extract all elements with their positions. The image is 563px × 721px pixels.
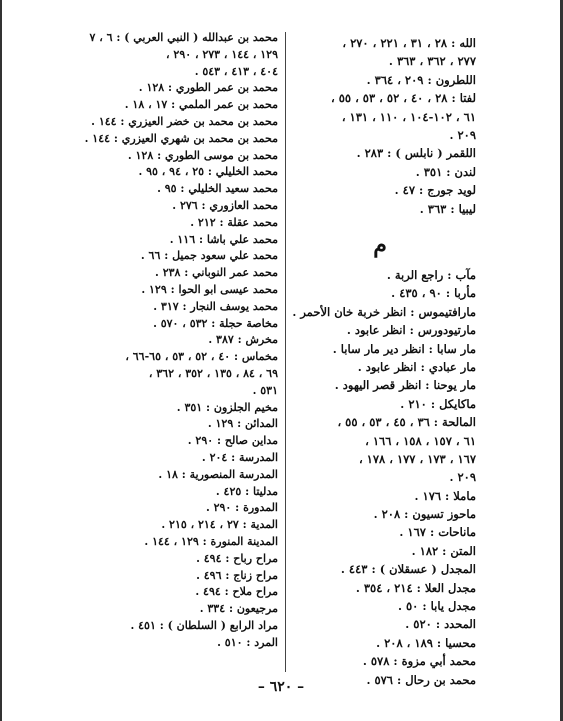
- index-entry: محمد عمر النوباني : ٢٣٨ .: [155, 266, 278, 280]
- index-entry: ٤٠٤ ، ٤١٣ ، ٥٤٣ .: [194, 64, 278, 78]
- left-column: [78, 30, 278, 651]
- index-entry: مأربا : ٩٠ ، ٤٣٥ .: [391, 286, 476, 301]
- index-entry: ٢٠٩ .: [449, 127, 476, 142]
- index-entry: محمد بن محمد بن شهري العيزري : ١٤٤ .: [84, 131, 278, 145]
- index-entry: ١٦٧ ، ١٧٣ ، ١٧٧ ، ١٧٨ ،: [358, 451, 476, 466]
- index-entry: محمد بن محمد بن خضر العيزري : ١٤٤ .: [91, 114, 278, 128]
- index-entry: لفتا : ٢٨ ، ٤٠ ، ٥٢ ، ٥٣ ، ٥٥ ،: [330, 91, 476, 106]
- index-entry: مارافتيموس : انظر خربة خان الأحمر .: [292, 304, 476, 319]
- index-entry: محمد عقلة : ٢١٢ .: [190, 215, 278, 229]
- index-entry: لندن : ٣٥١ .: [415, 164, 476, 179]
- index-entry: ٦١ ، ١٠٢-١٠٤ ، ١١٠ ، ١٣١ ،: [341, 109, 476, 124]
- index-entry: محمد عيسى ابو الحوا : ١٢٩ .: [141, 282, 278, 296]
- index-entry: محمد الخليلي : ٢٥ ، ٩٤ ، ٩٥ .: [138, 165, 278, 179]
- index-entry: ماحوز تسيون : ٢٠٨ .: [373, 507, 476, 522]
- right-column: [292, 34, 476, 218]
- page-number: – ٦٢٠ –: [257, 679, 305, 695]
- index-entry: المجدل ( عسقلان ) : ٤٤٣ .: [340, 562, 476, 577]
- index-entry: محمد علي سعود جميل : ٦٦ .: [140, 249, 278, 263]
- index-entry: محمد أبي مزوة : ٥٧٨ .: [362, 654, 476, 669]
- index-entry: مجدل العلا : ٢١٤ ، ٣٥٤ .: [355, 580, 476, 595]
- index-entry: مجدل يابا : ٥٠ .: [397, 599, 476, 614]
- index-entry: ١٢٩ ، ١٤٤ ، ٢٧٣ ، ٢٩٠ ،: [166, 47, 278, 61]
- index-entry: الله : ٢٨ ، ٣١ ، ٢٢١ ، ٢٧٠ ،: [342, 36, 476, 50]
- right-column-section-m: [292, 266, 476, 689]
- index-entry: المدينة المنورة : ١٢٩ ، ١٤٤ .: [144, 534, 278, 548]
- index-entry: ٢٧٧ ، ٣٦٢ ، ٣٦٣ .: [388, 54, 476, 69]
- index-entry: مراد الرابع ( السلطان ) : ٤٥١ .: [130, 618, 278, 632]
- index-entry: ٥٣١ .: [252, 383, 278, 397]
- index-entry: محمد يوسف النجار : ٣١٧ .: [153, 299, 278, 313]
- index-entry: مراح زناج : ٤٩٦ .: [196, 568, 278, 582]
- index-entry: محمد بن رحال : ٥٧٦ .: [366, 672, 476, 687]
- index-entry: المالحة : ٣٦ ، ٤٥ ، ٥٣ ، ٥٥ ،: [337, 415, 476, 430]
- index-entry: مراح رباح : ٤٩٤ .: [196, 551, 278, 565]
- index-entry: المحدد : ٥٢٠ .: [405, 617, 476, 632]
- index-entry: مخرش : ٣٨٧ .: [208, 333, 278, 347]
- index-entry: مخاصة حجلة : ٥٣٢ ، ٥٧٠ .: [153, 316, 278, 330]
- index-entry: محمد بن موسى الطوري : ١٢٨ .: [127, 148, 278, 162]
- index-entry: مآب : راجع الربة .: [386, 268, 476, 282]
- index-entry: ٦٩ ، ٨٤ ، ١٣٥ ، ٣٥٢ ، ٣٦٢ ،: [148, 366, 278, 380]
- index-entry: مخماس : ٤٠ ، ٥٢ ، ٥٣ ، ٦٥-٦٦ ،: [125, 350, 278, 364]
- section-letter-heading: م: [373, 232, 387, 258]
- index-entry: لويد جورج : ٤٧ .: [394, 183, 476, 198]
- index-entry: اللقمر ( نابلس ) : ٢٨٣ .: [356, 146, 476, 161]
- index-entry: ٦١ ، ١٥٧ ، ١٥٨ ، ١٦٦ ،: [365, 433, 476, 448]
- page-border-left: [0, 0, 2, 721]
- index-entry: مراح ملاح : ٤٩٤ .: [195, 585, 278, 599]
- index-entry: محمد بن عمر الملمي : ١٧ ، ١٨ .: [124, 98, 278, 112]
- index-entry: مرجيعون : ٣٣٤ .: [199, 602, 278, 616]
- index-entry: مار عبادي : انظر عابود .: [357, 359, 476, 374]
- index-entry: مدليتا : ٤٢٥ .: [215, 484, 278, 498]
- index-entry: المرد : ٥١٠ .: [217, 635, 278, 649]
- index-entry: مار سابا : انظر دير مار سابا .: [332, 341, 476, 356]
- index-entry: المدورة : ٢٩٠ .: [205, 501, 278, 515]
- index-entry: مداين صالح : ٢٩٠ .: [187, 434, 278, 448]
- index-entry: محمد سعيد الخليلي : ٩٥ .: [157, 182, 278, 196]
- index-entry: مار يوحنا : انظر قصر اليهود .: [334, 378, 476, 393]
- index-entry: اللطرون : ٢٠٩ ، ٣٦٤ .: [366, 72, 476, 87]
- index-entry: محمد علي باشا : ١١٦ .: [169, 232, 278, 246]
- index-entry: المدية : ٢٧ ، ٢١٤ ، ٢١٥ .: [161, 518, 278, 532]
- index-entry: ماكايكل : ٢١٠ .: [400, 396, 476, 411]
- index-entry: محمد العازوري : ٢٧٦ .: [172, 198, 278, 212]
- index-entry: ماناحات : ١٦٧ .: [399, 525, 476, 540]
- index-entry: المدرسة : ٢٠٤ .: [201, 450, 278, 464]
- index-entry: مخيم الجلزون : ٣٥١ .: [176, 400, 278, 414]
- index-entry: ماملا : ١٧٦ .: [414, 488, 476, 503]
- index-entry: ٢٠٩ .: [449, 470, 476, 485]
- index-entry: ليبيا : ٣٦٣ .: [419, 201, 476, 216]
- index-entry: المدرسة المنصورية : ١٨ .: [158, 467, 278, 481]
- index-entry: محمد بن عمر الطوري : ١٢٨ .: [138, 81, 278, 95]
- index-entry: محسيا : ١٨٩ ، ٢٠٨ .: [376, 635, 476, 650]
- index-entry: المتن : ١٨٢ .: [411, 543, 476, 558]
- index-entry: مارتيودورس : انظر عابود .: [346, 323, 476, 338]
- index-entry: محمد بن عبدالله ( النبي العربي ) : ٦ ، ٧: [89, 31, 278, 44]
- index-entry: المدائن : ١٢٩ .: [207, 417, 278, 431]
- column-divider: [285, 32, 286, 672]
